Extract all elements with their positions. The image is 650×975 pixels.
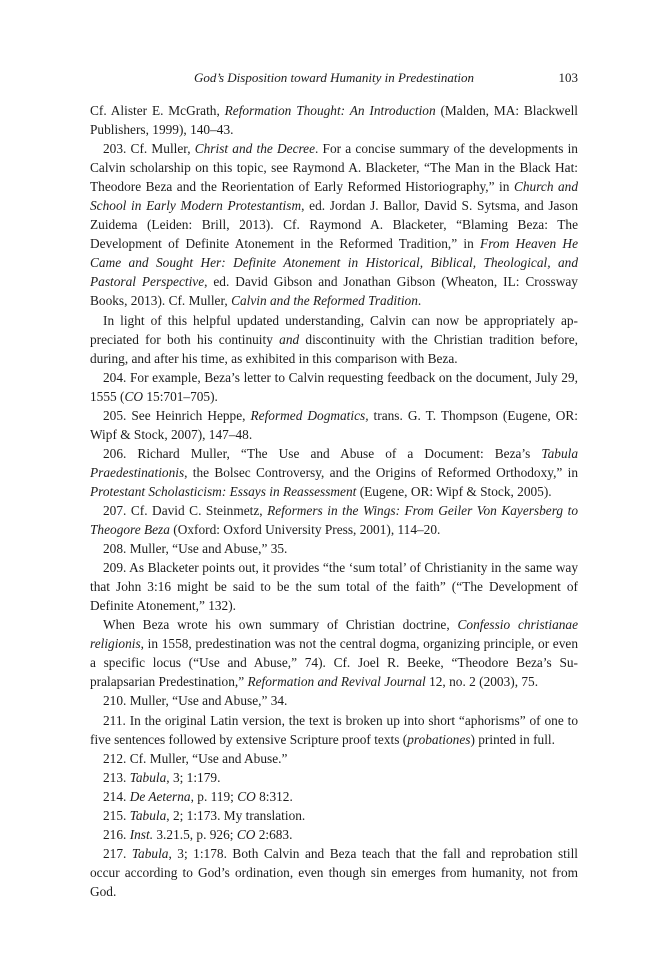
note-text: , 3; 1:178. Both Calvin and Beza teach that the fall and reprobation still occur according to God’s ordination, even though sin emerges from humanity, not from God. (90, 845, 578, 899)
note-text: , in 1558, predestination was not the central dogma, organizing principle, or even a specific locus (“Use and Abuse,” 74). Cf. Joel R. Beeke, “Theodore Beza’s Supralapsarian Predestination,” (90, 636, 578, 690)
note-text: , ed. David Gibson and Jonathan Gibson (Wheaton, IL: Crossway Books, 2013). Cf. Muller, (90, 274, 578, 309)
endnote-p209b (90, 615, 578, 691)
note-text: discontinuity with the Christian tradition before, during, and after his time, as exhibited in this comparison with Beza. (90, 331, 578, 366)
italic-text: Calvin and the Reformed Tradition (231, 293, 418, 309)
note-text: 207. Cf. David C. Steinmetz, (103, 502, 268, 518)
endnote-p205 (90, 406, 578, 444)
italic-text: Church and School in Early Modern Protestantism (90, 179, 579, 214)
endnote-p207 (90, 501, 578, 539)
note-text: 217. (103, 845, 132, 861)
endnote-p216 (90, 825, 578, 844)
note-text: 211. In the original Latin version, the text is broken up into short “aphorisms” of one to five sentences followed by extensive Scripture proof texts ( (90, 712, 578, 747)
running-head (90, 69, 578, 87)
note-text: 208. Muller, “Use and Abuse,” 35. (103, 541, 288, 557)
note-text: . (417, 293, 422, 309)
note-text: 2:683. (255, 826, 293, 842)
note-text: (Oxford: Oxford University Press, 2001), 114–20. (169, 522, 441, 538)
note-text: 204. For example, Beza’s letter to Calvin requesting feedback on the document, July 29, 1555 ( (90, 369, 578, 404)
italic-text: Reformers in the Wings: From Geiler Von Kayersberg to Theogore Beza (90, 502, 578, 538)
italic-text: Reformation and Revival Journal (247, 674, 426, 690)
endnote-p211 (90, 711, 578, 749)
endnotes-body (90, 101, 578, 901)
note-text: . For a concise summary of the developments in Calvin scholarship on this topic, see Raymond A. Blacketer, “The Man in the Black Hat: Theodore Beza and the Reorientation of Early Reformed Historiography,” in (90, 141, 578, 195)
note-text: 213. (103, 769, 130, 785)
italic-text: CO (124, 388, 144, 404)
note-text: , 3; 1:179. (166, 769, 221, 785)
endnote-p210 (90, 691, 578, 710)
endnote-p213 (90, 768, 578, 787)
note-text: When Beza wrote his own summary of Christian doctrine, (103, 617, 458, 633)
endnote-p215 (90, 806, 578, 825)
endnote-p209 (90, 558, 578, 615)
italic-text: CO (236, 826, 256, 842)
note-text: , 2; 1:173. My translation. (166, 807, 306, 823)
note-text: 205. See Heinrich Heppe, (103, 407, 251, 423)
note-text: trans. G. T. Thompson (Eugene, OR: Wipf & Stock, 2007), 147–48. (90, 407, 578, 442)
italic-text: Tabula Praedestinationis (90, 445, 578, 480)
italic-text: From Heaven He Came and Sought Her: Definite Atonement in Historical, Biblical, Theological, and Pastoral Perspective (90, 236, 578, 290)
endnote-p203b (90, 311, 578, 368)
note-text: 215. (103, 807, 130, 823)
italic-text: Reformation Thought: An Introduction (224, 103, 436, 118)
italic-text: Confessio christianae religionis (90, 617, 579, 652)
note-text: In light of this helpful updated understanding, Calvin can now be appropriately appreciated for both his continuity (90, 312, 578, 347)
note-text: 206. Richard Muller, “The Use and Abuse of a Document: Beza’s (103, 445, 542, 461)
italic-text: CO (237, 788, 256, 804)
note-text: Cf. Alister E. McGrath, (90, 103, 225, 118)
note-text: 3.21.5, p. 926; (153, 826, 237, 842)
note-text: , the Bolsec Controversy, and the Origins of Reformed Orthodoxy,” in (184, 464, 578, 480)
note-text: (Malden, MA: Blackwell Publishers, 1999), 140–43. (90, 103, 579, 138)
note-text: , ed. Jordan J. Ballor, David S. Sytsma, and Jason Zuidema (Leiden: Brill, 2013). Cf. Raymond A. Blacketer, “Blaming Beza: The Development of Definite Atonement in the Reformed Tradition,” in (90, 198, 579, 252)
italic-text: probationes (407, 731, 471, 747)
italic-text: Tabula (129, 769, 167, 785)
note-text: 12, no. 2 (2003), 75. (425, 674, 539, 690)
endnote-p214 (90, 787, 578, 806)
page-number: 103 (558, 70, 578, 85)
italic-text: Inst. (129, 826, 154, 842)
endnote-p217 (90, 844, 578, 901)
italic-text: Reformed Dogmatics, (250, 407, 369, 423)
italic-text: Protestant Scholasticism: Essays in Reassessment (90, 483, 357, 499)
endnote-p208 (90, 539, 578, 558)
note-text: 8:312. (255, 788, 293, 804)
endnote-p0 (90, 101, 578, 139)
note-text: , p. 119; (190, 788, 238, 804)
note-text: 212. Cf. Muller, “Use and Abuse.” (103, 750, 288, 766)
endnote-p204 (90, 368, 578, 406)
note-text: (Eugene, OR: Wipf & Stock, 2005). (356, 483, 552, 499)
note-text: 216. (103, 826, 130, 842)
note-text: 210. Muller, “Use and Abuse,” 34. (103, 693, 288, 709)
italic-text: and (279, 331, 300, 347)
italic-text: De Aeterna (129, 788, 191, 804)
italic-text: Tabula (129, 807, 167, 823)
italic-text: Christ and the Decree (194, 141, 316, 157)
note-text: 214. (103, 788, 130, 804)
note-text: 209. As Blacketer points out, it provides “the ‘sum total’ of Christianity in the same way that John 3:16 might be said to be the sum total of the faith” (“The Development of Definite Atonement,” 132). (90, 560, 578, 614)
endnote-p212 (90, 749, 578, 768)
note-text: 203. Cf. Muller, (103, 141, 195, 157)
italic-text: Tabula (131, 845, 169, 861)
endnote-p203 (90, 139, 578, 310)
note-text: 15:701–705). (143, 388, 218, 404)
running-title: God’s Disposition toward Humanity in Predestination (193, 70, 475, 85)
note-text: ) printed in full. (470, 731, 555, 747)
endnote-p206 (90, 444, 578, 501)
